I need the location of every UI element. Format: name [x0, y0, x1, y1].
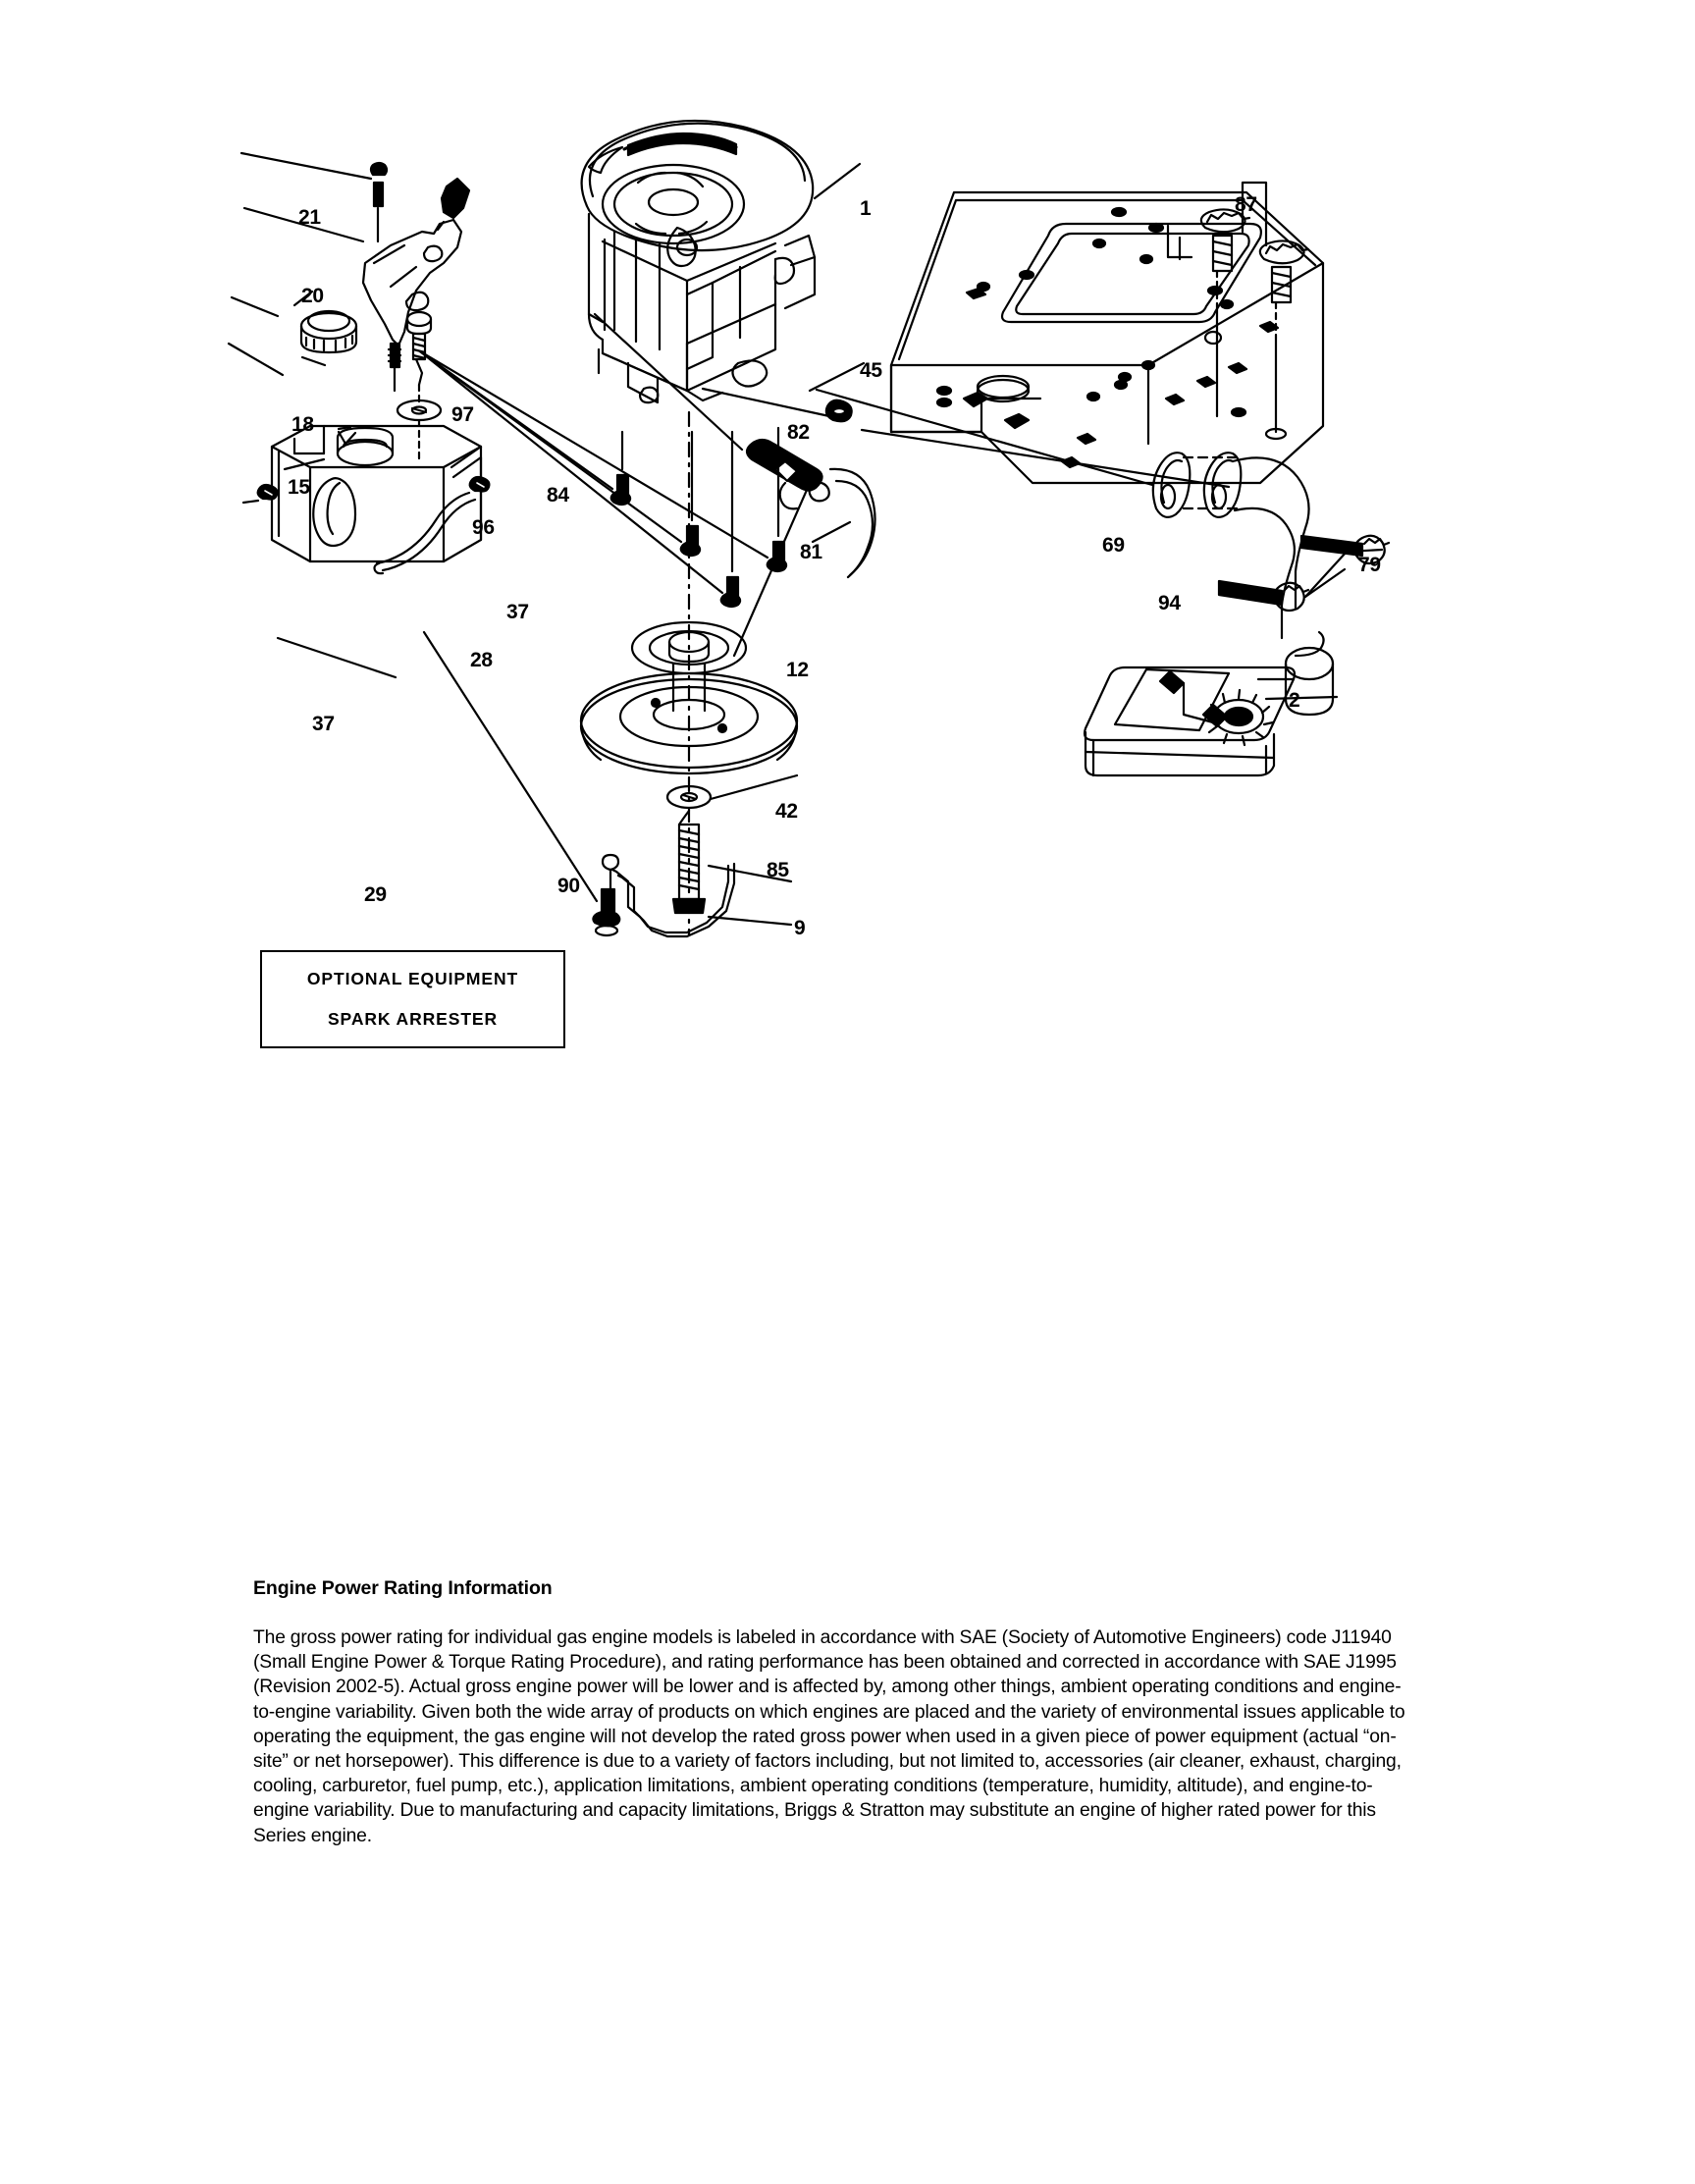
part-81-hose [830, 469, 875, 577]
callout-9: 9 [794, 917, 806, 939]
part-87-bolts [1201, 183, 1308, 439]
callout-15: 15 [288, 476, 310, 499]
leader-69 [817, 390, 1152, 485]
section-body: The gross power rating for individual gas engine models is labeled in accordance with SAE (Society of Automotive Engineers) code J11940 (Small Engine Power & Torque Rating Procedure), and rating performance has been obtained and corrected in accordance with SAE J1995 (Revision 2002-5). Actual gross engine power will be lower and is affected by, among other things, ambient operating conditions and engine-to-engine variability. Given both the wide array of products on which engines are placed and the variety of environmental issues applicable to operating the equipment, the gas engine will not develop the rated gross power when used in a given piece of power equipment (actual “on-site” or net horsepower). This difference is due to a variety of factors including, but not limited to, accessories (air cleaner, exhaust, charging, cooling, carburetor, fuel pump, etc.), application limitations, ambient operating conditions (temperature, humidity, altitude), and engine-to-engine variability. Due to manufacturing and capacity limitations, Briggs & Stratton may substitute an engine of higher rated power for this Series engine. [253, 1627, 1405, 1846]
part-96-washer [397, 400, 441, 461]
leader-94 [862, 430, 1229, 487]
optional-equipment-box [260, 950, 565, 1048]
part-82-fitting [747, 440, 829, 508]
callout-12: 12 [786, 659, 809, 681]
callout-69: 69 [1102, 534, 1125, 557]
callout-84: 84 [547, 484, 569, 506]
part-21-bolt [371, 163, 387, 241]
callout-82: 82 [787, 421, 810, 444]
part-2-muffler [1085, 667, 1295, 775]
callout-85: 85 [767, 859, 789, 881]
callout-96: 96 [472, 516, 495, 539]
part-chassis [891, 192, 1323, 483]
callout-94: 94 [1158, 592, 1181, 614]
leader-29 [278, 638, 396, 677]
callout-21: 21 [298, 206, 321, 229]
part-37-clamp-lower [258, 485, 278, 500]
callout-37-lower: 37 [312, 713, 335, 735]
optional-equipment-label: OPTIONAL EQUIPMENT [306, 969, 519, 988]
callout-20: 20 [301, 285, 324, 307]
callout-81: 81 [800, 541, 822, 563]
callout-87: 87 [1235, 193, 1257, 216]
leader-45 [810, 363, 864, 391]
part-18-fuel-cap [301, 311, 356, 352]
engine-power-rating-section [253, 1577, 1411, 1848]
leader-90 [424, 632, 597, 901]
leader-12 [734, 481, 811, 656]
leader-1 [815, 164, 860, 198]
callout-42: 42 [775, 800, 798, 823]
leader-9 [709, 917, 791, 925]
part-1-engine [582, 121, 815, 402]
callout-1: 1 [860, 197, 872, 220]
section-heading: Engine Power Rating Information [253, 1577, 553, 1599]
callout-29: 29 [364, 883, 387, 906]
part-37-clamp-upper [470, 477, 490, 492]
leader-21 [241, 153, 371, 179]
leader-79 [1305, 569, 1345, 597]
callout-28: 28 [470, 649, 493, 671]
callout-90: 90 [557, 875, 580, 897]
spark-arrester-label: SPARK ARRESTER [327, 1009, 499, 1029]
leader-81 [813, 522, 850, 542]
callout-45: 45 [860, 359, 882, 382]
callout-97: 97 [451, 403, 474, 426]
part-90-bolt [593, 889, 619, 935]
leader-2 [1266, 697, 1337, 699]
callout-2: 2 [1289, 689, 1300, 712]
callout-79: 79 [1358, 554, 1381, 576]
leader-42 [711, 775, 797, 799]
callout-18: 18 [291, 413, 314, 436]
leader-82 [595, 314, 742, 450]
callout-37-upper: 37 [506, 601, 529, 623]
